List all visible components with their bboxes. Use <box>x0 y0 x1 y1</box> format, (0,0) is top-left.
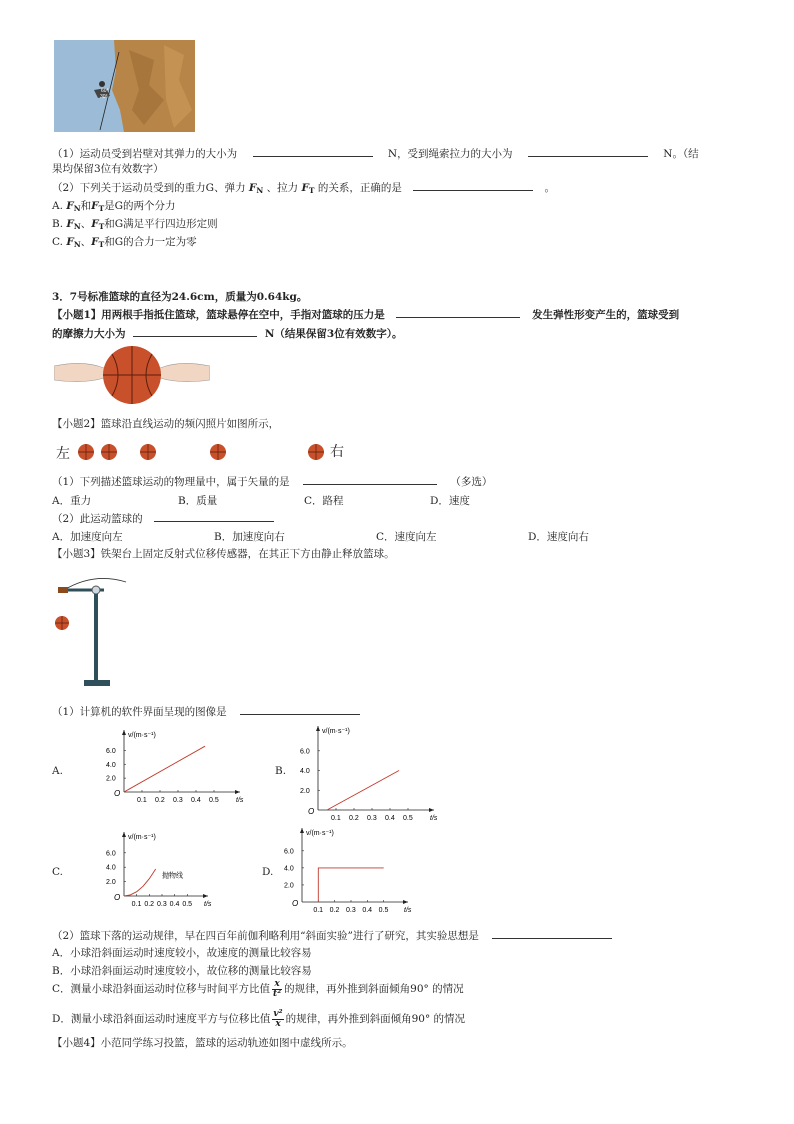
x-tick-label: 0.3 <box>157 901 167 908</box>
q2-sub1-cont: 果均保留3位有效数字） <box>52 163 164 175</box>
y-axis-label: v/(m·s⁻¹) <box>306 830 334 837</box>
q3-t3-q2-option-a[interactable]: A．小球沿斜面运动时速度较小，故速度的测量比较容易 <box>52 947 312 959</box>
graph-option-d[interactable]: D. <box>262 866 274 878</box>
graph-b <box>298 724 448 826</box>
fraction-v2-over-x: $\frac{\text{v²}}{x}$ <box>273 1008 283 1029</box>
q3-t2-q1-option-a[interactable]: A．重力 <box>52 495 92 507</box>
answer-blank[interactable] <box>133 326 257 337</box>
answer-blank[interactable] <box>240 704 360 715</box>
q3-t3-q1: （1）计算机的软件界面呈现的图像是 <box>52 704 370 719</box>
q3-t2-q1-option-d[interactable]: D．速度 <box>430 495 470 507</box>
x-tick-label: 0.3 <box>346 907 356 914</box>
y-axis-label: v/(m·s⁻¹) <box>128 834 156 841</box>
answer-blank[interactable] <box>528 146 648 157</box>
x-tick-label: 0.1 <box>313 907 324 914</box>
left-label: 左 <box>56 446 70 462</box>
graph-a <box>104 728 254 808</box>
x-tick-label: 0.2 <box>155 797 165 804</box>
q3-t3-q2-option-b[interactable]: B．小球沿斜面运动时速度较小，故位移的测量比较容易 <box>52 965 312 977</box>
x-tick-label: 0.4 <box>362 907 373 914</box>
q3-t1-line1: 【小题1】用两根手指抵住篮球，篮球悬停在空中，手指对篮球的压力是 发生弹性形变产生的，篮球受到 <box>52 309 680 321</box>
x-tick-label: 0.3 <box>173 797 183 804</box>
y-axis-label: v/(m·s⁻¹) <box>128 732 156 739</box>
graph-option-c[interactable]: C. <box>52 866 63 878</box>
q3-t3-q2-option-c[interactable]: C．测量小球沿斜面运动时位移与时间平方比值 $\frac{x}{\text{t²}}$ 的规律，再外推到斜面倾角90° 的情况 <box>52 978 464 999</box>
origin-label: O <box>308 807 315 816</box>
y-axis-arrow <box>122 832 126 837</box>
q3-t3-q2-option-d[interactable]: D．测量小球沿斜面运动时速度平方与位移比值 $\frac{\text{v²}}{x}$ 的规律，再外推到斜面倾角90° 的情况 <box>52 1008 466 1029</box>
x-axis-label: t/s <box>404 907 412 914</box>
climber-photo <box>54 40 195 132</box>
answer-blank[interactable] <box>413 180 533 191</box>
x-axis-arrow <box>203 894 208 898</box>
q2-sub1-line: （1）运动员受到岩壁对其弹力的大小为 N，受到绳索拉力的大小为 N。（结 <box>52 148 699 160</box>
x-tick-label: 0.1 <box>137 797 147 804</box>
q3-t3-q2: （2）篮球下落的运动规律，早在四百年前伽利略利用“斜面实验”进行了研究，其实验思想是 <box>52 928 622 943</box>
x-axis-arrow <box>429 808 434 812</box>
y-tick-label: 6.0 <box>284 848 294 856</box>
x-tick-label: 0.5 <box>403 815 413 822</box>
q2-sub2-line: （2）下列关于运动员受到的重力G、弹力 $F_N$ 、拉力 $F_T$ 的关系，正确的是 。 <box>52 182 556 195</box>
answer-blank[interactable] <box>154 511 274 522</box>
q3-t1-line2: 的摩擦力大小为 N（结果保留3位有效数字）。 <box>52 328 403 340</box>
q3-t2-q1-option-c[interactable]: C．路程 <box>304 495 344 507</box>
q3-t4: 【小题4】小范同学练习投篮，篮球的运动轨迹如图中虚线所示。 <box>52 1037 353 1049</box>
y-tick-label: 4.0 <box>284 865 294 873</box>
fingers-ball-figure <box>54 344 210 406</box>
right-label: 右 <box>330 444 344 460</box>
q3-t2-q1: （1）下列描述篮球运动的物理量中，属于矢量的是 （多选） <box>52 476 493 488</box>
graph-d <box>282 826 422 918</box>
q3-stem: 3．7号标准篮球的直径为24.6cm，质量为0.64kg。 <box>52 291 308 303</box>
q3-t2-q2-option-a[interactable]: A．加速度向左 <box>52 531 123 543</box>
x-tick-label: 0.4 <box>169 901 180 908</box>
angle-label-30: 30° <box>100 94 108 100</box>
x-axis-label: t/s <box>430 815 438 822</box>
x-axis-label: t/s <box>204 901 212 908</box>
x-tick-label: 0.2 <box>144 901 155 908</box>
y-axis-label: v/(m·s⁻¹) <box>322 728 350 735</box>
q2-option-b[interactable]: B. $F_N$、$F_T$和G满足平行四边形定则 <box>52 218 218 231</box>
x-axis-arrow <box>235 790 240 794</box>
angle-label-60: 60° <box>101 88 109 94</box>
y-tick-label: 2.0 <box>106 775 116 783</box>
q3-t2-q2-option-d[interactable]: D．速度向右 <box>528 531 589 543</box>
q3-t2-q2-option-c[interactable]: C．速度向左 <box>376 531 437 543</box>
y-axis-arrow <box>122 730 126 735</box>
q2-option-a[interactable]: A. $F_N$和$F_T$是G的两个分力 <box>52 200 176 213</box>
origin-label: O <box>114 789 121 798</box>
x-tick-label: 0.1 <box>131 901 142 908</box>
y-tick-label: 6.0 <box>300 748 310 756</box>
q3-t2-q2-option-b[interactable]: B．加速度向右 <box>214 531 285 543</box>
q3-t2-q1-option-b[interactable]: B．质量 <box>178 495 218 507</box>
x-tick-label: 0.2 <box>349 815 359 822</box>
vt-line <box>318 868 383 902</box>
x-tick-label: 0.4 <box>385 815 395 822</box>
x-tick-label: 0.3 <box>367 815 377 822</box>
q3-t3: 【小题3】铁架台上固定反射式位移传感器，在其正下方由静止释放篮球。 <box>52 548 395 560</box>
x-axis-arrow <box>403 900 408 904</box>
vt-line <box>327 771 399 811</box>
y-axis-arrow <box>316 726 320 731</box>
fraction-x-over-t2: $\frac{x}{\text{t²}}$ <box>273 978 282 999</box>
origin-label: O <box>114 893 121 902</box>
y-tick-label: 2.0 <box>284 882 294 890</box>
q3-t2-q2: （2）此运动篮球的 <box>52 511 282 526</box>
vt-line <box>124 746 205 792</box>
y-axis-arrow <box>300 828 304 833</box>
q3-t2: 【小题2】篮球沿直线运动的频闪照片如图所示， <box>52 418 280 430</box>
q2-option-c[interactable]: C. $F_N$、$F_T$和G的合力一定为零 <box>52 236 197 249</box>
x-tick-label: 0.5 <box>182 901 193 908</box>
x-tick-label: 0.5 <box>209 797 219 804</box>
y-tick-label: 4.0 <box>106 864 116 872</box>
answer-blank[interactable] <box>492 928 612 939</box>
graph-option-a[interactable]: A. <box>52 765 63 777</box>
y-tick-label: 2.0 <box>106 879 116 887</box>
curve-annotation: 抛物线 <box>162 872 183 880</box>
y-tick-label: 6.0 <box>106 747 116 755</box>
vt-line <box>124 869 156 896</box>
iron-stand-figure <box>54 572 154 690</box>
graph-option-b[interactable]: B. <box>275 765 287 777</box>
y-tick-label: 2.0 <box>300 787 310 795</box>
x-axis-label: t/s <box>236 797 244 804</box>
answer-blank[interactable] <box>303 474 437 485</box>
answer-blank[interactable] <box>253 146 373 157</box>
y-tick-label: 4.0 <box>300 768 310 776</box>
x-tick-label: 0.1 <box>331 815 341 822</box>
x-tick-label: 0.5 <box>378 907 389 914</box>
x-tick-label: 0.4 <box>191 797 201 804</box>
y-tick-label: 6.0 <box>106 850 116 858</box>
strobe-figure <box>54 440 354 466</box>
x-tick-label: 0.2 <box>329 907 340 914</box>
origin-label: O <box>292 899 299 908</box>
answer-blank[interactable] <box>396 307 520 318</box>
graph-c <box>104 830 222 912</box>
y-tick-label: 4.0 <box>106 761 116 769</box>
